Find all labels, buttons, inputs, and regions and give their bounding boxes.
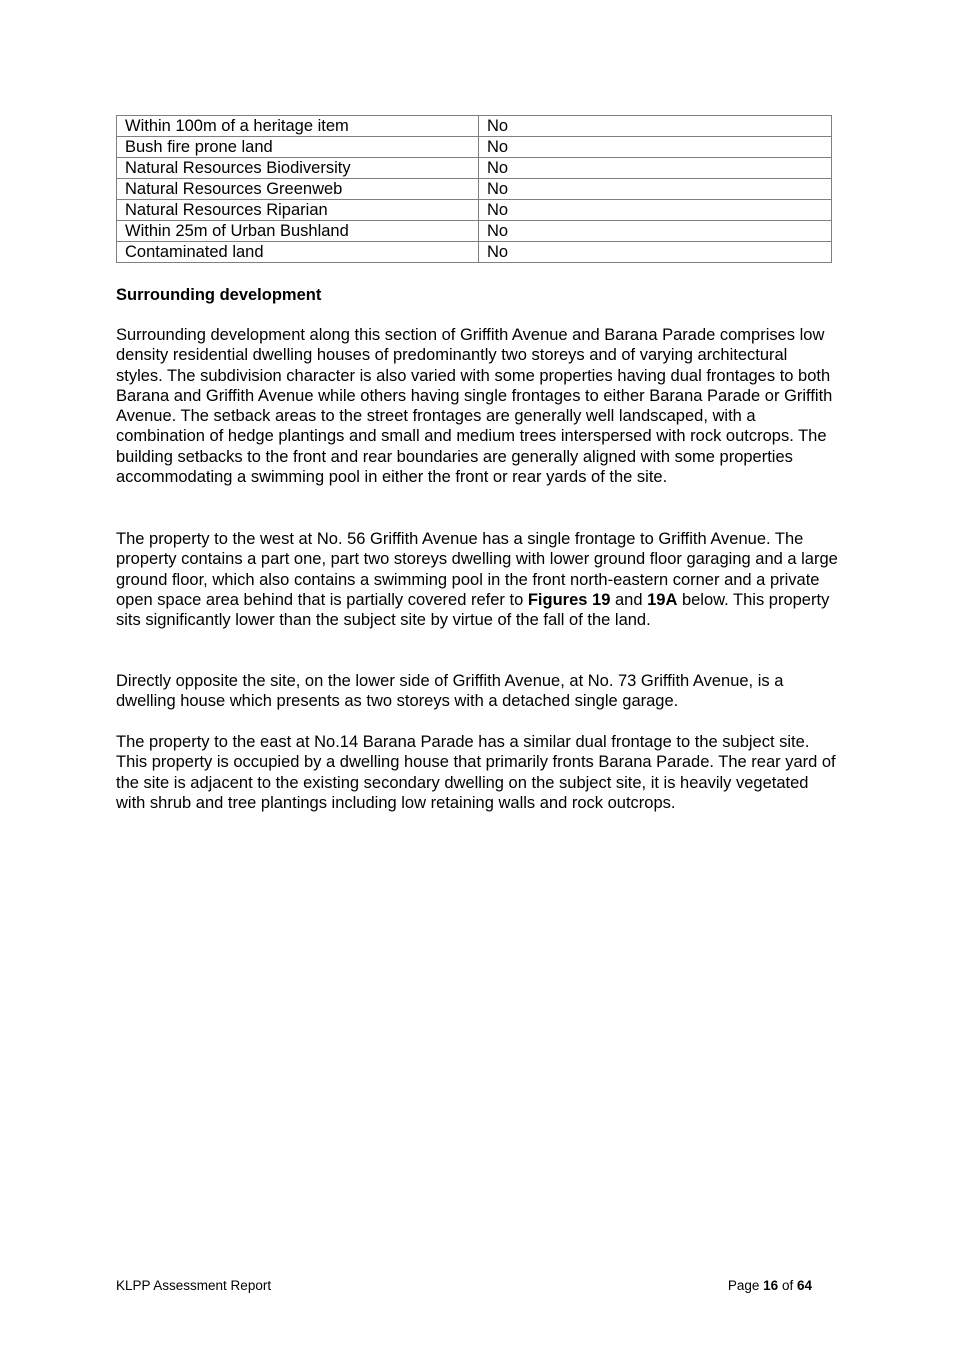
site-constraints-table xyxy=(116,115,832,263)
footer-report-title: KLPP Assessment Report xyxy=(116,1278,272,1293)
figure-reference: 19A xyxy=(647,590,678,609)
constraint-value: No xyxy=(479,179,832,200)
constraint-value: No xyxy=(479,116,832,137)
constraint-label: Natural Resources Biodiversity xyxy=(117,158,479,179)
constraint-value: No xyxy=(479,200,832,221)
paragraph-surrounding-overview: Surrounding development along this section of Griffith Avenue and Barana Parade comprises low density residential dwelling houses of predominantly two storeys and of varying architectural styles. The subdivision character is also varied with some properties having dual frontages to both Barana and Griffith Avenue while others having single frontages to either Barana Parade or Griffith Avenue. The setback areas to the street frontages are generally well landscaped, with a combination of hedge plantings and small and medium trees interspersed with rock outcrops. The building setbacks to the front and rear boundaries are generally aligned with some properties accommodating a swimming pool in either the front or rear yards of the site. xyxy=(116,326,833,487)
constraint-label: Bush fire prone land xyxy=(117,137,479,158)
page-prefix: Page xyxy=(727,1278,764,1293)
page-of: of xyxy=(778,1278,797,1293)
constraint-label: Natural Resources Riparian xyxy=(117,200,479,221)
constraint-label: Within 100m of a heritage item xyxy=(117,116,479,137)
table-row xyxy=(117,242,832,263)
paragraph-text: and xyxy=(610,590,648,609)
constraint-label: Within 25m of Urban Bushland xyxy=(117,221,479,242)
constraint-value: No xyxy=(479,137,832,158)
constraint-label: Natural Resources Greenweb xyxy=(117,179,479,200)
table-row xyxy=(117,158,832,179)
constraint-value: No xyxy=(479,242,832,263)
paragraph-text: below. This property sits significantly lower than the subject site by virtue of the fall of the land. xyxy=(116,590,830,630)
constraint-value: No xyxy=(479,158,832,179)
footer-page-number xyxy=(728,1277,812,1295)
table-row xyxy=(117,200,832,221)
table-row xyxy=(117,221,832,242)
paragraph-opposite-property: Directly opposite the site, on the lower side of Griffith Avenue, at No. 73 Griffith Avenue, is a dwelling house which presents as two storeys with a detached single garage. xyxy=(116,672,784,711)
paragraph-east-property: The property to the east at No.14 Barana Parade has a similar dual frontage to the subject site. This property is occupied by a dwelling house that primarily fronts Barana Parade. The rear yard of the site is adjacent to the existing secondary dwelling on the subject site, it is heavily vegetated with shrub and tree plantings including low retaining walls and rock outcrops. xyxy=(116,733,836,812)
table-row xyxy=(117,179,832,200)
section-heading: Surrounding development xyxy=(116,286,322,304)
figure-reference: Figures 19 xyxy=(527,590,611,609)
paragraph-text: The property to the west at No. 56 Griffith Avenue has a single frontage to Griffith Avenue. The property contains a part one, part two storeys dwelling with lower ground floor garaging and a large ground floor, which also contains a swimming pool in the front north-eastern corner and a private open space area behind that is partially covered refer to xyxy=(116,530,838,609)
paragraph-west-property xyxy=(116,529,838,630)
table-row xyxy=(117,116,832,137)
table-row xyxy=(117,137,832,158)
total-pages: 64 xyxy=(796,1278,812,1293)
constraint-label: Contaminated land xyxy=(117,242,479,263)
constraint-value: No xyxy=(479,221,832,242)
current-page: 16 xyxy=(763,1278,779,1293)
